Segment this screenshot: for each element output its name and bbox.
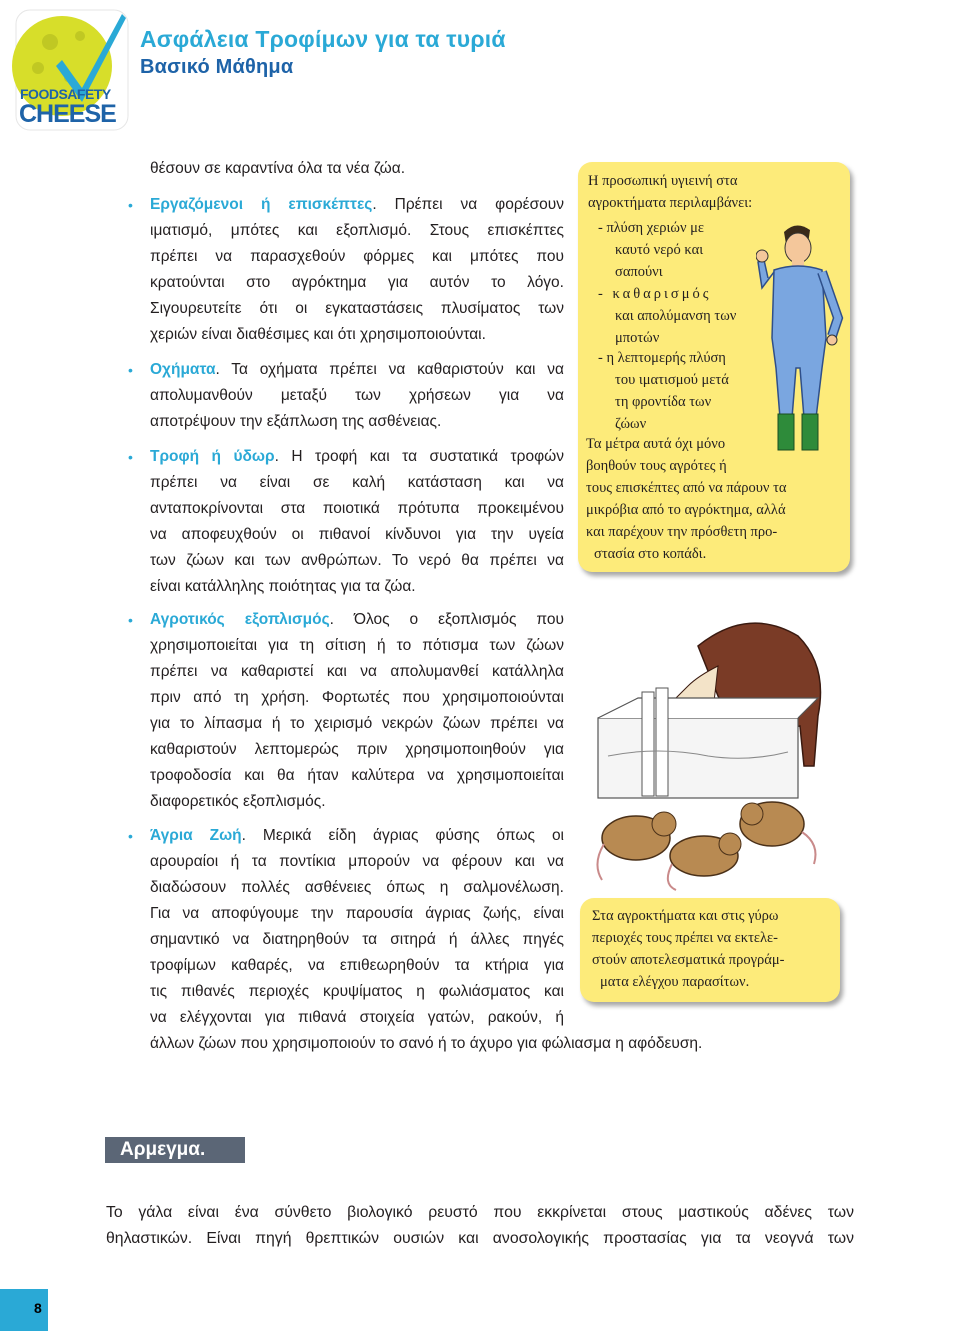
text-line: πρέπει να είναι σε καλή κατάσταση και να xyxy=(150,474,564,491)
bullet-dot: • xyxy=(128,197,133,213)
milking-paragraph xyxy=(106,1200,854,1252)
logo-text-cheese: CHEESE xyxy=(19,100,116,128)
callout-line: τους επισκέπτες από να πάρουν τα xyxy=(586,480,787,496)
text-line: κρατούνται στο αγρόκτημα για αυτόν το λόγο. xyxy=(150,274,564,291)
text-line: τροφίμων καθαρές, να επιθεωρηθούν τα κτήρια για xyxy=(150,957,564,974)
callout-line: περιοχές τους πρέπει να εκτελε- xyxy=(592,930,778,946)
text-line: άλλων ζώων που χρησιμοποιούν το σανό ή το άχυρο για φώλιασμα η αφόδευση. xyxy=(150,1035,703,1052)
callout-line: τη φροντίδα των xyxy=(615,394,712,410)
bullet-workers xyxy=(128,192,564,348)
text-line: τις πιθανές περιοχές κρυψίματος η φωλιάσματος και xyxy=(150,983,564,1000)
text-line: χρησιμοποιείται για τη σίτιση ή το πότισμα των ζώων xyxy=(150,637,564,654)
callout-line: του ιματισμού μετά xyxy=(615,372,729,388)
callout-line: Στα αγροκτήματα και στις γύρω xyxy=(592,908,779,924)
bullet-wildlife xyxy=(128,823,565,1031)
document-title: Ασφάλεια Τροφίμων για τα τυριά xyxy=(140,26,506,52)
text-line: σημαντικό να διατηρηθούν τα σιτηρά ή άλλες πηγές xyxy=(150,931,564,948)
pest-control-callout xyxy=(580,898,840,1002)
bullet-dot: • xyxy=(128,362,133,378)
callout-line: βοηθούν τους αγρότες ή xyxy=(586,458,727,474)
text-line: Για να αποφύγουμε την παρουσία άγριας ζωής, είναι xyxy=(150,905,564,922)
intro-line: θέσουν σε καραντίνα όλα τα νέα ζώα. xyxy=(150,160,406,177)
text-line: Το γάλα είναι ένα σύνθετο βιολογικό ρευστό που εκκρίνεται στους μαστικούς αδένες των xyxy=(106,1204,854,1221)
bullet-feed-water xyxy=(128,444,564,600)
text-line: . Τα οχήματα πρέπει να καθαριστούν και να xyxy=(215,361,564,378)
text-line: . Μερικά είδη άγριας φύσης όπως οι xyxy=(241,827,565,844)
bullet-term: Άγρια Ζωή xyxy=(150,827,242,844)
text-line: διαφορετικός εξοπλισμός. xyxy=(150,793,326,810)
bullet-term: Τροφή ή ύδωρ xyxy=(150,448,275,465)
callout-line: αγροκτήματα περιλαμβάνει: xyxy=(588,195,753,211)
callout-line: ματα ελέγχου παρασίτων. xyxy=(600,974,750,990)
text-line: πρέπει να παρασχεθούν φόρμες και μπότες που xyxy=(150,248,564,265)
page-number: 8 xyxy=(34,1300,42,1316)
bullet-dot: • xyxy=(128,828,133,844)
callout-line: μικρόβια από το αγρόκτημα, αλλά xyxy=(586,502,786,518)
text-line: πρέπει να καθαριστεί και να απολυμανθεί κατάλληλα xyxy=(150,663,564,680)
bullet-vehicles xyxy=(128,357,564,435)
bullet-term: Αγροτικός εξοπλισμός xyxy=(150,611,330,628)
logo-text-foodsafety: FOODSAFETY xyxy=(20,86,111,102)
text-line: των ζώων και των ανθρώπων. Το νερό θα πρέπει να xyxy=(150,552,564,569)
bullet-farm-equipment xyxy=(128,607,564,815)
text-line: αποτρέψουν την εξάπλωση της ασθένειας. xyxy=(150,413,442,430)
bullet-term: Οχήματα xyxy=(150,361,216,378)
text-line: για το λίπασμα ή το χειρισμό νεκρών ζώων πρέπει να xyxy=(150,715,564,732)
callout-line: - η λεπτομερής πλύση xyxy=(598,350,726,366)
document-subtitle: Βασικό Μάθημα xyxy=(140,56,294,78)
text-line: . Όλος ο εξοπλισμός που xyxy=(329,611,564,628)
text-line: είναι κατάλληλης ποιότητας για τα ζώα. xyxy=(150,578,416,595)
callout-line: στούν αποτελεσματικά προγράμ- xyxy=(592,952,785,968)
text-line: ανταποκρίνονται στα ποιοτικά πρότυπα προκειμένου xyxy=(150,500,564,517)
text-line: πριν από τη χρήση. Φορτωτές που χρησιμοποιούνται xyxy=(150,689,564,706)
text-line: διαδώσουν πολλές ασθένειες όπως η σαλμονέλωση. xyxy=(150,879,564,896)
text-line: αρουραίοι ή τα ποντίκια μπορούν να φέρουν και να xyxy=(150,853,564,870)
callout-line: μποτών xyxy=(615,330,660,346)
text-line: . Η τροφή και τα συστατικά τροφών xyxy=(274,448,564,465)
text-line: χεριών είναι διαθέσιμες και ότι χρησιμοποιούνται. xyxy=(150,326,486,343)
farmer-illustration xyxy=(756,218,852,458)
text-line: απολυμανθούν μεταξύ των χρήσεων για να xyxy=(150,387,564,404)
text-line: να αποφευχθούν οι πιθανοί κίνδυνοι για την υγεία xyxy=(150,526,564,543)
callout-line: - πλύση χεριών με xyxy=(598,220,704,236)
bullet-dot: • xyxy=(128,449,133,465)
bullet-term: Εργαζόμενοι ή επισκέπτες xyxy=(150,196,373,213)
text-line: Σιγουρευτείτε ότι οι εγκαταστάσεις πλυσίματος των xyxy=(150,300,564,317)
food-safety-cheese-logo xyxy=(10,8,130,132)
callout-line: και παρέχουν την πρόσθετη προ- xyxy=(586,524,778,540)
callout-line: σαπούνι xyxy=(615,264,663,280)
text-line: να ελέγχονται για πιθανά στοιχεία γατών, ρακούν, ή xyxy=(150,1009,564,1026)
callout-line: ζώων xyxy=(615,416,647,432)
callout-line: καυτό νερό και xyxy=(615,242,704,258)
rats-illustration xyxy=(592,784,822,894)
callout-line: Η προσωπική υγιεινή στα xyxy=(588,173,738,189)
text-line: . Πρέπει να φορέσουν xyxy=(372,196,564,213)
text-line: ιματισμό, μπότες και εξοπλισμό. Στους επισκέπτες xyxy=(150,222,564,239)
callout-line: στασία στο κοπάδι. xyxy=(594,546,707,562)
bullet-dot: • xyxy=(128,612,133,628)
text-line: θηλαστικών. Είναι πηγή θρεπτικών ουσιών και ανοσολογικής προστασίας για τα νεογνά των xyxy=(106,1230,854,1247)
callout-line: Τα μέτρα αυτά όχι μόνο xyxy=(586,436,726,452)
text-line: καθαριστούν λεπτομερώς πριν χρησιμοποιηθούν για xyxy=(150,741,564,758)
callout-line: - καθαρισμός xyxy=(598,286,712,302)
section-heading: Αρμεγμα. xyxy=(120,1139,206,1160)
text-line: τροφοδοσία και θα ήταν καλύτερα να χρησιμοποιείται xyxy=(150,767,564,784)
callout-line: και απολύμανση των xyxy=(615,308,737,324)
